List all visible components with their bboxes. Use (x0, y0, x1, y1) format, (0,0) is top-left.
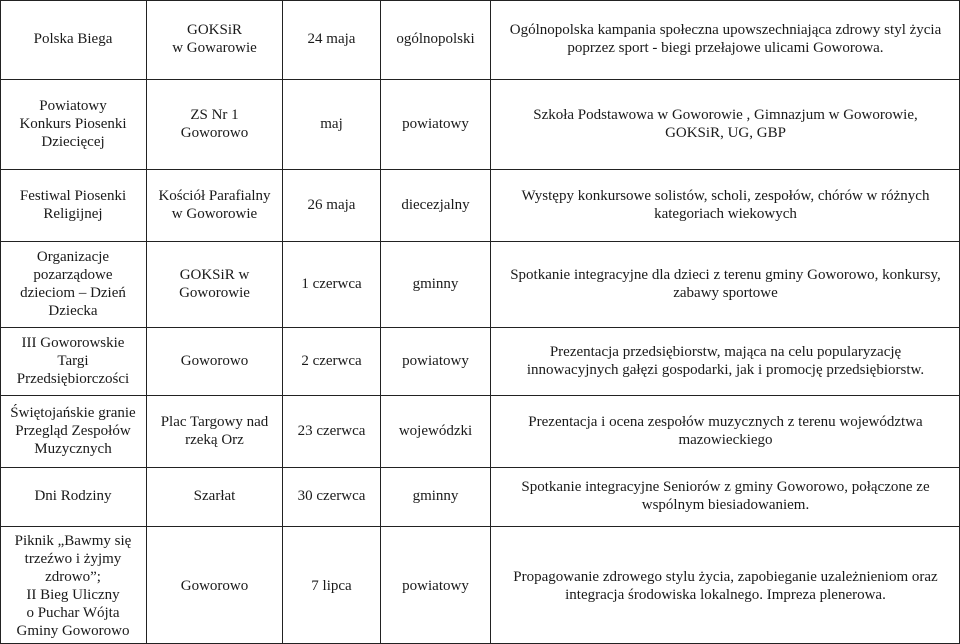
row-divider (0, 0, 960, 1)
row-divider (0, 241, 960, 242)
scope-cell: powiatowy (402, 578, 469, 594)
date-cell: 1 czerwca (301, 276, 362, 292)
date-cell: 26 maja (307, 197, 356, 213)
row-divider (0, 526, 960, 527)
row-divider (0, 467, 960, 468)
column-divider (0, 0, 1, 644)
organizer-cell: GOKSiR w Goworowie (179, 267, 250, 301)
date-cell: maj (320, 116, 343, 132)
event-name-cell: Festiwal Piosenki Religijnej (19, 188, 127, 222)
description-cell: Spotkanie integracyjne dla dzieci z terenu gminy Goworowo, konkursy, zabawy sportowe (510, 267, 941, 301)
table-row (0, 170, 960, 240)
description-cell: Propagowanie zdrowego stylu życia, zapobieganie uzależnieniom oraz integracja środowiska lokalnego. Impreza plenerowa. (513, 569, 938, 603)
organizer-cell: Goworowo (180, 353, 249, 369)
column-divider (380, 0, 381, 644)
event-name-cell: Piknik „Bawmy się trzeźwo i żyjmy zdrowo”; II Bieg Uliczny o Puchar Wójta Gminy Goworowo (14, 533, 132, 639)
table-row (0, 468, 960, 524)
event-name-cell: Powiatowy Konkurs Piosenki Dziecięcej (19, 98, 127, 150)
description-cell: Ogólnopolska kampania społeczna upowszechniająca zdrowy styl życia poprzez sport - biegi przełajowe ulicami Goworowa. (509, 22, 942, 56)
description-cell: Prezentacja przedsiębiorstw, mająca na celu popularyzację innowacyjnych gałęzi gospodarki, jak i promocję przedsiębiorstw. (526, 344, 925, 378)
event-name-cell: Dni Rodziny (34, 488, 112, 504)
date-cell: 24 maja (307, 31, 356, 47)
date-cell: 30 czerwca (297, 488, 366, 504)
scope-cell: gminny (412, 488, 459, 504)
table-row (0, 80, 960, 168)
date-cell: 2 czerwca (301, 353, 362, 369)
scope-cell: ogólnopolski (396, 31, 475, 47)
table-row (0, 328, 960, 394)
event-name-cell: III Goworowskie Targi Przedsiębiorczości (16, 335, 130, 387)
scope-cell: powiatowy (402, 116, 469, 132)
organizer-cell: Szarłat (193, 488, 236, 504)
column-divider (490, 0, 491, 644)
event-name-cell: Polska Biega (33, 31, 113, 47)
table-row (0, 0, 960, 78)
organizer-cell: Goworowo (180, 578, 249, 594)
description-cell: Szkoła Podstawowa w Goworowie , Gimnazjum w Goworowie, GOKSiR, UG, GBP (533, 107, 918, 141)
row-divider (0, 395, 960, 396)
organizer-cell: ZS Nr 1 Goworowo (180, 107, 249, 141)
description-cell: Spotkanie integracyjne Seniorów z gminy Goworowo, połączone ze wspólnym biesiadowaniem. (521, 479, 930, 513)
date-cell: 23 czerwca (297, 423, 366, 439)
scope-cell: wojewódzki (398, 423, 473, 439)
date-cell: 7 lipca (311, 578, 352, 594)
column-divider (146, 0, 147, 644)
column-divider (282, 0, 283, 644)
description-cell: Występy konkursowe solistów, scholi, zespołów, chórów w różnych kategoriach wiekowych (521, 188, 930, 222)
table-row (0, 242, 960, 326)
row-divider (0, 327, 960, 328)
organizer-cell: Kościół Parafialny w Goworowie (158, 188, 271, 222)
organizer-cell: Plac Targowy nad rzeką Orz (160, 414, 269, 448)
scope-cell: powiatowy (402, 353, 469, 369)
scope-cell: gminny (412, 276, 459, 292)
event-name-cell: Organizacje pozarządowe dzieciom – Dzień Dziecka (20, 249, 126, 319)
row-divider (0, 169, 960, 170)
description-cell: Prezentacja i ocena zespołów muzycznych z terenu województwa mazowieckiego (528, 414, 923, 448)
scope-cell: diecezjalny (401, 197, 470, 213)
table-row (0, 396, 960, 466)
event-name-cell: Świętojańskie granie Przegląd Zespołów Muzycznych (10, 405, 136, 457)
organizer-cell: GOKSiR w Gowarowie (172, 22, 257, 56)
table-row (0, 528, 960, 644)
row-divider (0, 79, 960, 80)
